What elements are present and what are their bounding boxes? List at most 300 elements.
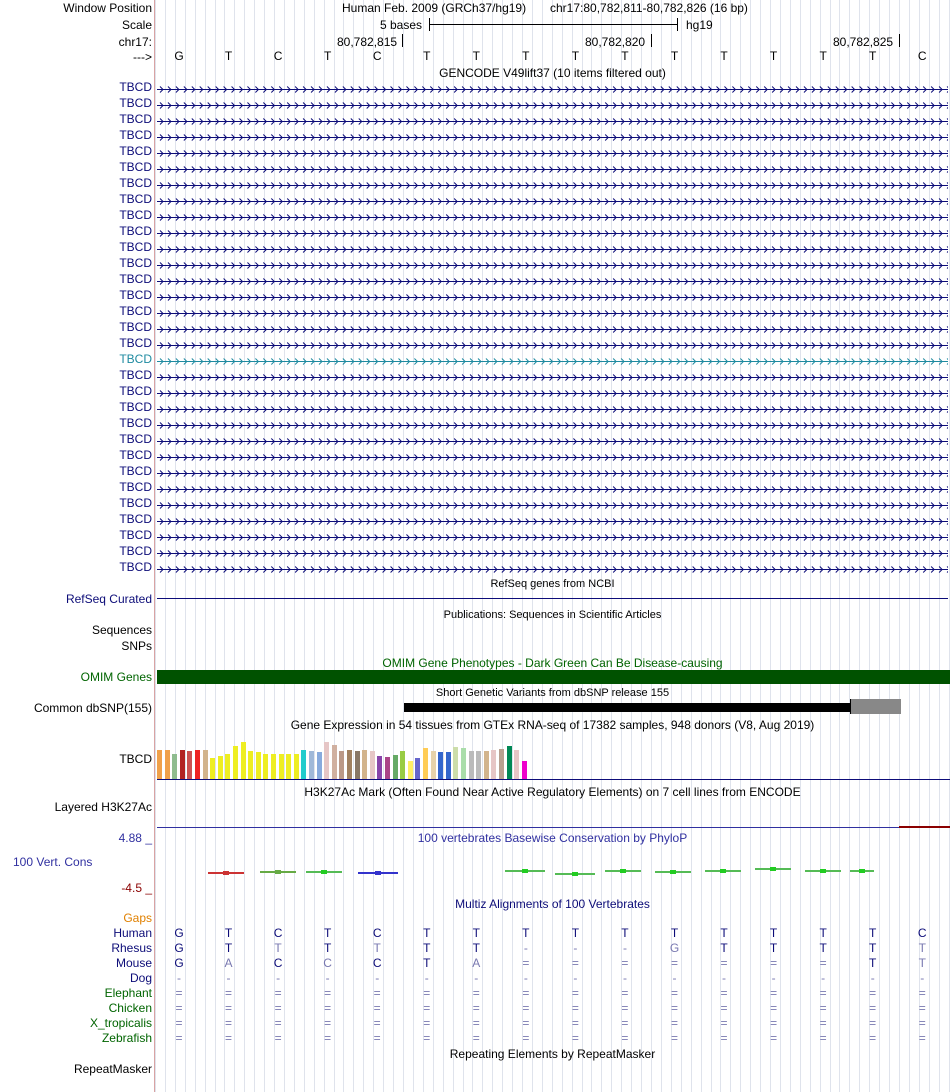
multiz-aligned-base: =	[670, 1001, 678, 1015]
gtex-tissue-bar[interactable]	[339, 751, 344, 779]
gencode-transcript-arrow-line[interactable]	[157, 147, 948, 156]
gencode-transcript-label[interactable]: TBCD	[119, 80, 152, 94]
phylop-score-peak	[275, 870, 281, 874]
window-position-label: Window Position	[63, 1, 152, 15]
gencode-transcript-arrow-line[interactable]	[157, 515, 948, 524]
multiz-species-label[interactable]: X_tropicalis	[89, 1016, 152, 1030]
gtex-tissue-bar[interactable]	[469, 751, 474, 779]
gencode-transcript-label[interactable]: TBCD	[119, 432, 152, 446]
phylop-min-label: -4.5 _	[121, 881, 152, 895]
multiz-aligned-base: =	[175, 1016, 183, 1030]
gencode-transcript-label[interactable]: TBCD	[119, 464, 152, 478]
multiz-aligned-base: C	[372, 956, 382, 970]
gtex-tissue-bar[interactable]	[393, 755, 398, 779]
multiz-aligned-base: =	[670, 956, 678, 970]
multiz-aligned-base: T	[720, 926, 728, 940]
multiz-aligned-base: T	[869, 956, 877, 970]
multiz-aligned-base: -	[573, 941, 578, 955]
base-letter: T	[323, 49, 332, 63]
gencode-transcript-arrow-line[interactable]	[157, 339, 948, 348]
multiz-aligned-base: =	[918, 1001, 926, 1015]
ruler-tick-label-2: 80,782,820	[585, 35, 646, 49]
multiz-aligned-base: =	[720, 1001, 728, 1015]
multiz-species-label[interactable]: Rhesus	[111, 941, 152, 955]
gencode-transcript-label[interactable]: TBCD	[119, 560, 152, 574]
multiz-aligned-base: C	[273, 926, 283, 940]
phylop-score-peak	[321, 870, 327, 874]
omim-track-title[interactable]: OMIM Gene Phenotypes - Dark Green Can Be Disease-causing	[382, 656, 723, 670]
multiz-aligned-base: T	[869, 941, 877, 955]
gencode-transcript-arrow-line[interactable]	[157, 227, 948, 236]
gtex-tissue-bar[interactable]	[423, 748, 428, 779]
gtex-tissue-bar[interactable]	[301, 750, 306, 779]
multiz-aligned-base: =	[472, 1031, 480, 1045]
multiz-track-title[interactable]: Multiz Alignments of 100 Vertebrates	[455, 897, 650, 911]
h3k27ac-baseline	[157, 827, 950, 828]
gtex-tissue-bar[interactable]	[377, 756, 382, 779]
gencode-transcript-arrow-line[interactable]	[157, 243, 948, 252]
multiz-aligned-base: T	[769, 926, 778, 940]
multiz-aligned-base: -	[177, 971, 181, 985]
gtex-tissue-bar[interactable]	[332, 745, 337, 779]
dbsnp-track-title[interactable]: Short Genetic Variants from dbSNP release 155	[435, 687, 670, 699]
multiz-aligned-base: =	[324, 986, 332, 1000]
multiz-aligned-base: =	[720, 956, 728, 970]
phylop-score-peak	[522, 869, 528, 873]
multiz-aligned-base: -	[622, 971, 627, 985]
phylop-score-peak	[223, 871, 229, 875]
refseq-label[interactable]: RefSeq Curated	[65, 592, 152, 606]
base-letter: T	[769, 49, 778, 63]
gtex-tissue-bar[interactable]	[355, 751, 360, 779]
multiz-aligned-base: G	[174, 941, 184, 955]
multiz-aligned-base: =	[670, 1016, 678, 1030]
omim-gene-bar[interactable]	[157, 670, 950, 684]
gencode-transcript-label[interactable]: TBCD	[119, 256, 152, 270]
gencode-transcript-label[interactable]: TBCD	[119, 416, 152, 430]
multiz-aligned-base: G	[174, 956, 184, 970]
gencode-transcript-arrow-line[interactable]	[157, 419, 948, 428]
gtex-tissue-bar[interactable]	[400, 751, 405, 779]
gencode-transcript-arrow-line[interactable]	[157, 387, 948, 396]
multiz-aligned-base: -	[325, 971, 330, 985]
multiz-aligned-base: =	[274, 1016, 282, 1030]
gtex-tissue-bar[interactable]	[271, 754, 276, 779]
gtex-tissue-bar[interactable]	[491, 750, 496, 779]
gtex-tissue-bar[interactable]	[157, 750, 162, 779]
gtex-tissue-bar[interactable]	[324, 742, 329, 779]
gencode-transcript-arrow-line[interactable]	[157, 499, 948, 508]
multiz-aligned-base: =	[819, 956, 827, 970]
multiz-aligned-base: T	[769, 941, 778, 955]
multiz-aligned-base: T	[918, 956, 926, 970]
multiz-aligned-base: =	[522, 1016, 530, 1030]
gencode-transcript-arrow-line[interactable]	[157, 131, 948, 140]
gencode-transcript-arrow-line[interactable]	[157, 451, 948, 460]
multiz-aligned-base: -	[276, 971, 281, 985]
gencode-transcript-arrow-line[interactable]	[157, 467, 948, 476]
multiz-species-label[interactable]: Chicken	[108, 1001, 152, 1015]
gencode-transcript-arrow-line[interactable]	[157, 403, 948, 412]
multiz-aligned-base: =	[522, 1001, 530, 1015]
gtex-tissue-bar[interactable]	[438, 752, 443, 779]
gtex-tissue-bar[interactable]	[370, 751, 375, 779]
multiz-aligned-base: -	[474, 971, 479, 985]
multiz-aligned-base: -	[821, 971, 826, 985]
multiz-aligned-base: T	[720, 941, 728, 955]
gencode-transcript-label[interactable]: TBCD	[119, 272, 152, 286]
multiz-aligned-base: T	[373, 941, 381, 955]
strand-label: --->	[133, 50, 152, 64]
gencode-transcript-label[interactable]: TBCD	[119, 208, 152, 222]
gtex-tissue-bar[interactable]	[522, 761, 527, 779]
gencode-transcript-arrow-line[interactable]	[157, 531, 948, 540]
phylop-score-peak	[620, 869, 626, 873]
gtex-tissue-bar[interactable]	[415, 758, 420, 779]
ruler-tick-1	[402, 34, 403, 47]
multiz-aligned-base: G	[669, 941, 680, 955]
multiz-aligned-base: T	[472, 926, 480, 940]
base-letter: T	[224, 49, 233, 63]
ruler-tick-label-3: 80,782,825	[833, 35, 894, 49]
omim-label[interactable]: OMIM Genes	[80, 670, 152, 684]
gencode-transcript-label[interactable]: TBCD	[119, 528, 152, 542]
multiz-aligned-base: -	[573, 971, 578, 985]
gencode-transcript-arrow-line[interactable]	[157, 179, 948, 188]
multiz-aligned-base: =	[571, 1016, 579, 1030]
gtex-tissue-bar[interactable]	[187, 751, 192, 779]
base-letter: T	[720, 49, 728, 63]
multiz-aligned-base: A	[472, 956, 481, 970]
multiz-aligned-base: =	[522, 986, 530, 1000]
multiz-aligned-base: =	[472, 986, 480, 1000]
multiz-aligned-base: =	[918, 1016, 926, 1030]
gtex-tissue-bar[interactable]	[385, 757, 390, 779]
base-letter: T	[522, 49, 530, 63]
assembly-title: Human Feb. 2009 (GRCh37/hg19)	[342, 1, 527, 15]
phylop-score-peak	[572, 872, 578, 876]
multiz-aligned-base: -	[622, 941, 627, 955]
repeatmasker-label[interactable]: RepeatMasker	[73, 1062, 152, 1076]
gtex-tissue-bar[interactable]	[461, 748, 466, 779]
gtex-tissue-bar[interactable]	[286, 754, 291, 779]
multiz-aligned-base: T	[571, 926, 580, 940]
multiz-aligned-base: C	[273, 956, 283, 970]
refseq-track-title[interactable]: RefSeq genes from NCBI	[490, 578, 615, 590]
multiz-aligned-base: =	[720, 1016, 728, 1030]
gtex-tissue-bar[interactable]	[225, 754, 230, 779]
gtex-track-title[interactable]: Gene Expression in 54 tissues from GTEx RNA-seq of 17382 samples, 948 donors (V8, Aug 2019)	[290, 718, 815, 732]
gtex-tissue-bar[interactable]	[218, 756, 223, 779]
multiz-aligned-base: =	[869, 1031, 877, 1045]
gtex-tissue-bar[interactable]	[279, 754, 284, 779]
multiz-aligned-base: =	[770, 1001, 778, 1015]
multiz-aligned-base: =	[175, 1001, 183, 1015]
multiz-aligned-base: =	[670, 1031, 678, 1045]
multiz-aligned-base: T	[472, 941, 480, 955]
gencode-transcript-label[interactable]: TBCD	[119, 496, 152, 510]
multiz-aligned-base: =	[819, 1001, 827, 1015]
gencode-transcript-arrow-line[interactable]	[157, 355, 948, 364]
multiz-aligned-base: =	[225, 1001, 233, 1015]
multiz-species-label[interactable]: Zebrafish	[101, 1031, 152, 1045]
gencode-transcript-label[interactable]: TBCD	[119, 480, 152, 494]
ruler-tick-label-1: 80,782,815	[337, 35, 398, 49]
multiz-aligned-base: -	[870, 971, 875, 985]
multiz-aligned-base: =	[819, 1016, 827, 1030]
multiz-aligned-base: T	[323, 926, 332, 940]
multiz-species-label[interactable]: Dog	[129, 971, 152, 985]
gencode-transcript-label[interactable]: TBCD	[119, 336, 152, 350]
gtex-tissue-bar[interactable]	[233, 746, 238, 779]
gtex-baseline	[157, 779, 950, 780]
gencode-transcript-arrow-line[interactable]	[157, 483, 948, 492]
multiz-aligned-base: -	[920, 971, 925, 985]
gencode-transcript-label[interactable]: TBCD	[119, 304, 152, 318]
gtex-tissue-bar[interactable]	[446, 752, 451, 779]
multiz-aligned-base: =	[373, 986, 381, 1000]
gencode-transcript-arrow-line[interactable]	[157, 115, 948, 124]
multiz-aligned-base: =	[621, 1016, 629, 1030]
gencode-transcript-label[interactable]: TBCD	[119, 240, 152, 254]
multiz-aligned-base: -	[672, 971, 677, 985]
gtex-tissue-bar[interactable]	[484, 751, 489, 779]
multiz-aligned-base: =	[225, 986, 233, 1000]
multiz-aligned-base: T	[423, 956, 431, 970]
multiz-aligned-base: C	[372, 926, 382, 940]
multiz-aligned-base: =	[423, 986, 431, 1000]
gencode-transcript-arrow-line[interactable]	[157, 211, 948, 220]
gencode-transcript-label[interactable]: TBCD	[119, 448, 152, 462]
base-letter: G	[174, 49, 184, 63]
gtex-tissue-bar[interactable]	[453, 747, 458, 779]
phylop-score-peak	[770, 867, 776, 871]
phylop-score-peak	[859, 869, 865, 873]
multiz-aligned-base: T	[423, 926, 431, 940]
multiz-aligned-base: T	[423, 941, 431, 955]
gtex-tissue-bar[interactable]	[347, 750, 352, 779]
multiz-aligned-base: =	[720, 1031, 728, 1045]
gencode-transcript-arrow-line[interactable]	[157, 323, 948, 332]
multiz-aligned-base: =	[869, 1016, 877, 1030]
multiz-aligned-base: =	[175, 1031, 183, 1045]
gencode-transcript-arrow-line[interactable]	[157, 163, 948, 172]
gtex-tissue-bar[interactable]	[165, 750, 170, 779]
multiz-aligned-base: -	[375, 971, 380, 985]
grid-line	[949, 0, 950, 1092]
multiz-aligned-base: =	[571, 986, 579, 1000]
phylop-score-peak	[670, 870, 676, 874]
gencode-transcript-label[interactable]: TBCD	[119, 112, 152, 126]
multiz-aligned-base: =	[819, 1031, 827, 1045]
gencode-transcript-arrow-line[interactable]	[157, 563, 948, 572]
gtex-tissue-bar[interactable]	[309, 751, 314, 779]
dbsnp-label[interactable]: Common dbSNP(155)	[33, 701, 152, 715]
multiz-aligned-base: C	[323, 956, 332, 970]
ruler-tick-3	[899, 34, 900, 47]
base-letter: C	[273, 49, 283, 63]
multiz-aligned-base: =	[621, 986, 629, 1000]
multiz-aligned-base: =	[373, 1016, 381, 1030]
base-letter: T	[423, 49, 431, 63]
multiz-aligned-base: =	[720, 986, 728, 1000]
gencode-transcript-arrow-line[interactable]	[157, 275, 948, 284]
multiz-species-label[interactable]: Mouse	[115, 956, 152, 970]
h3k27ac-track-title[interactable]: H3K27Ac Mark (Often Found Near Active Regulatory Elements) on 7 cell lines from ENCODE	[304, 785, 801, 799]
refseq-gene-line[interactable]	[157, 598, 948, 599]
multiz-aligned-base: T	[819, 926, 827, 940]
multiz-aligned-base: T	[819, 941, 827, 955]
multiz-aligned-base: =	[918, 1031, 926, 1045]
gencode-transcript-label[interactable]: TBCD	[119, 176, 152, 190]
multiz-aligned-base: T	[224, 926, 233, 940]
multiz-aligned-base: T	[224, 941, 233, 955]
multiz-aligned-base: -	[722, 971, 727, 985]
phylop-track-title[interactable]: 100 vertebrates Basewise Conservation by PhyloP	[417, 831, 688, 845]
gtex-bar-chart[interactable]	[157, 733, 537, 779]
multiz-species-label[interactable]: Elephant	[104, 986, 152, 1000]
multiz-aligned-base: G	[174, 926, 184, 940]
gencode-transcript-label[interactable]: TBCD	[119, 368, 152, 382]
gtex-tissue-bar[interactable]	[256, 752, 261, 779]
base-letter: T	[670, 49, 679, 63]
h3k27ac-label[interactable]: Layered H3K27Ac	[54, 800, 152, 814]
multiz-aligned-base: A	[224, 956, 233, 970]
multiz-aligned-base: =	[621, 1001, 629, 1015]
multiz-aligned-base: T	[621, 926, 629, 940]
gencode-transcript-label[interactable]: TBCD	[119, 320, 152, 334]
gtex-tissue-bar[interactable]	[203, 750, 208, 779]
gencode-transcript-label[interactable]: TBCD	[119, 144, 152, 158]
gencode-transcript-arrow-line[interactable]	[157, 547, 948, 556]
gtex-tissue-bar[interactable]	[195, 750, 200, 779]
position-readout[interactable]: chr17:80,782,811-80,782,826 (16 bp)	[550, 1, 748, 15]
multiz-aligned-base: -	[771, 971, 776, 985]
multiz-aligned-base: =	[918, 986, 926, 1000]
multiz-aligned-base: =	[423, 1001, 431, 1015]
ruler-tick-2	[651, 34, 652, 47]
base-sequence-row	[0, 49, 950, 63]
gtex-tissue-bar[interactable]	[210, 758, 215, 779]
multiz-gaps-label: Gaps	[123, 911, 152, 925]
multiz-aligned-base: =	[274, 1031, 282, 1045]
gtex-tissue-bar[interactable]	[172, 754, 177, 779]
multiz-aligned-base: T	[869, 926, 877, 940]
multiz-aligned-base: -	[226, 971, 231, 985]
gencode-transcript-label[interactable]: TBCD	[119, 160, 152, 174]
gtex-tissue-bar[interactable]	[248, 751, 253, 779]
multiz-aligned-base: =	[274, 1001, 282, 1015]
gencode-transcript-arrow-line[interactable]	[157, 435, 948, 444]
multiz-aligned-base: =	[869, 1001, 877, 1015]
multiz-aligned-base: T	[323, 941, 332, 955]
phylop-label[interactable]: 100 Vert. Cons	[13, 855, 93, 869]
multiz-aligned-base: T	[274, 941, 282, 955]
gencode-transcript-arrow-line[interactable]	[157, 99, 948, 108]
gencode-transcript-label[interactable]: TBCD	[119, 96, 152, 110]
gtex-tissue-bar[interactable]	[431, 751, 436, 779]
gencode-transcript-arrow-line[interactable]	[157, 307, 948, 316]
multiz-aligned-base: =	[324, 1001, 332, 1015]
multiz-aligned-base: =	[571, 1001, 579, 1015]
gencode-transcript-label[interactable]: TBCD	[119, 288, 152, 302]
gencode-transcript-label[interactable]: TBCD	[119, 512, 152, 526]
h3k27ac-signal	[899, 826, 950, 828]
gtex-tissue-bar[interactable]	[362, 750, 367, 779]
multiz-aligned-base: =	[621, 956, 629, 970]
phylop-score-peak	[375, 871, 381, 875]
publications-track-title[interactable]: Publications: Sequences in Scientific Articles	[443, 609, 662, 621]
multiz-species-label[interactable]: Human	[113, 926, 152, 940]
gtex-tissue-bar[interactable]	[507, 746, 512, 779]
gencode-transcript-label[interactable]: TBCD	[119, 128, 152, 142]
gtex-tissue-bar[interactable]	[499, 749, 504, 779]
gencode-transcript-label[interactable]: TBCD	[119, 192, 152, 206]
multiz-aligned-base: =	[472, 1016, 480, 1030]
scale-text: 5 bases	[380, 18, 423, 32]
gtex-tissue-bar[interactable]	[408, 761, 413, 779]
gtex-tissue-bar[interactable]	[514, 750, 519, 779]
multiz-aligned-base: -	[523, 971, 528, 985]
gencode-track-title[interactable]: GENCODE V49lift37 (10 items filtered out)	[439, 66, 666, 80]
gtex-tissue-bar[interactable]	[476, 751, 481, 779]
gencode-transcript-label[interactable]: TBCD	[119, 384, 152, 398]
gencode-transcript-label[interactable]: TBCD	[119, 400, 152, 414]
dbsnp-variant-bar[interactable]	[404, 703, 900, 712]
publications-snps-label[interactable]: SNPs	[121, 639, 152, 653]
multiz-aligned-base: =	[225, 1016, 233, 1030]
chrom-label: chr17:	[118, 35, 152, 49]
gencode-transcript-label[interactable]: TBCD	[119, 224, 152, 238]
gencode-transcript-arrow-line[interactable]	[157, 259, 948, 268]
multiz-aligned-base: =	[770, 1016, 778, 1030]
multiz-aligned-base: =	[373, 1031, 381, 1045]
multiz-aligned-base: -	[424, 971, 429, 985]
gtex-tissue-bar[interactable]	[180, 750, 185, 779]
scale-bar	[429, 24, 677, 25]
multiz-aligned-base: =	[571, 956, 579, 970]
gtex-tissue-bar[interactable]	[294, 754, 299, 779]
multiz-aligned-base: =	[274, 986, 282, 1000]
base-letter: T	[571, 49, 580, 63]
base-letter: C	[372, 49, 382, 63]
publications-sequences-label[interactable]: Sequences	[91, 623, 152, 637]
gencode-transcript-arrow-line[interactable]	[157, 291, 948, 300]
gencode-transcript-arrow-line[interactable]	[157, 83, 948, 92]
multiz-aligned-base: T	[670, 926, 679, 940]
multiz-aligned-base: =	[770, 1031, 778, 1045]
gencode-transcript-label[interactable]: TBCD	[119, 544, 152, 558]
multiz-aligned-base: =	[670, 986, 678, 1000]
gencode-transcript-arrow-line[interactable]	[157, 195, 948, 204]
gencode-transcript-arrow-line[interactable]	[157, 371, 948, 380]
multiz-aligned-base: =	[423, 1031, 431, 1045]
base-letter: T	[819, 49, 827, 63]
multiz-aligned-base: =	[571, 1031, 579, 1045]
gencode-transcript-label[interactable]: TBCD	[119, 352, 152, 366]
gtex-tissue-bar[interactable]	[317, 752, 322, 779]
multiz-aligned-base: =	[869, 986, 877, 1000]
multiz-aligned-base: =	[522, 1031, 530, 1045]
repeatmasker-track-title[interactable]: Repeating Elements by RepeatMasker	[449, 1047, 656, 1061]
dbsnp-variant-block[interactable]	[850, 699, 901, 714]
multiz-aligned-base: =	[423, 1016, 431, 1030]
gtex-label[interactable]: TBCD	[119, 752, 152, 766]
gtex-tissue-bar[interactable]	[263, 754, 268, 779]
phylop-score-peak	[720, 869, 726, 873]
multiz-aligned-base: =	[621, 1031, 629, 1045]
gtex-tissue-bar[interactable]	[241, 742, 246, 779]
